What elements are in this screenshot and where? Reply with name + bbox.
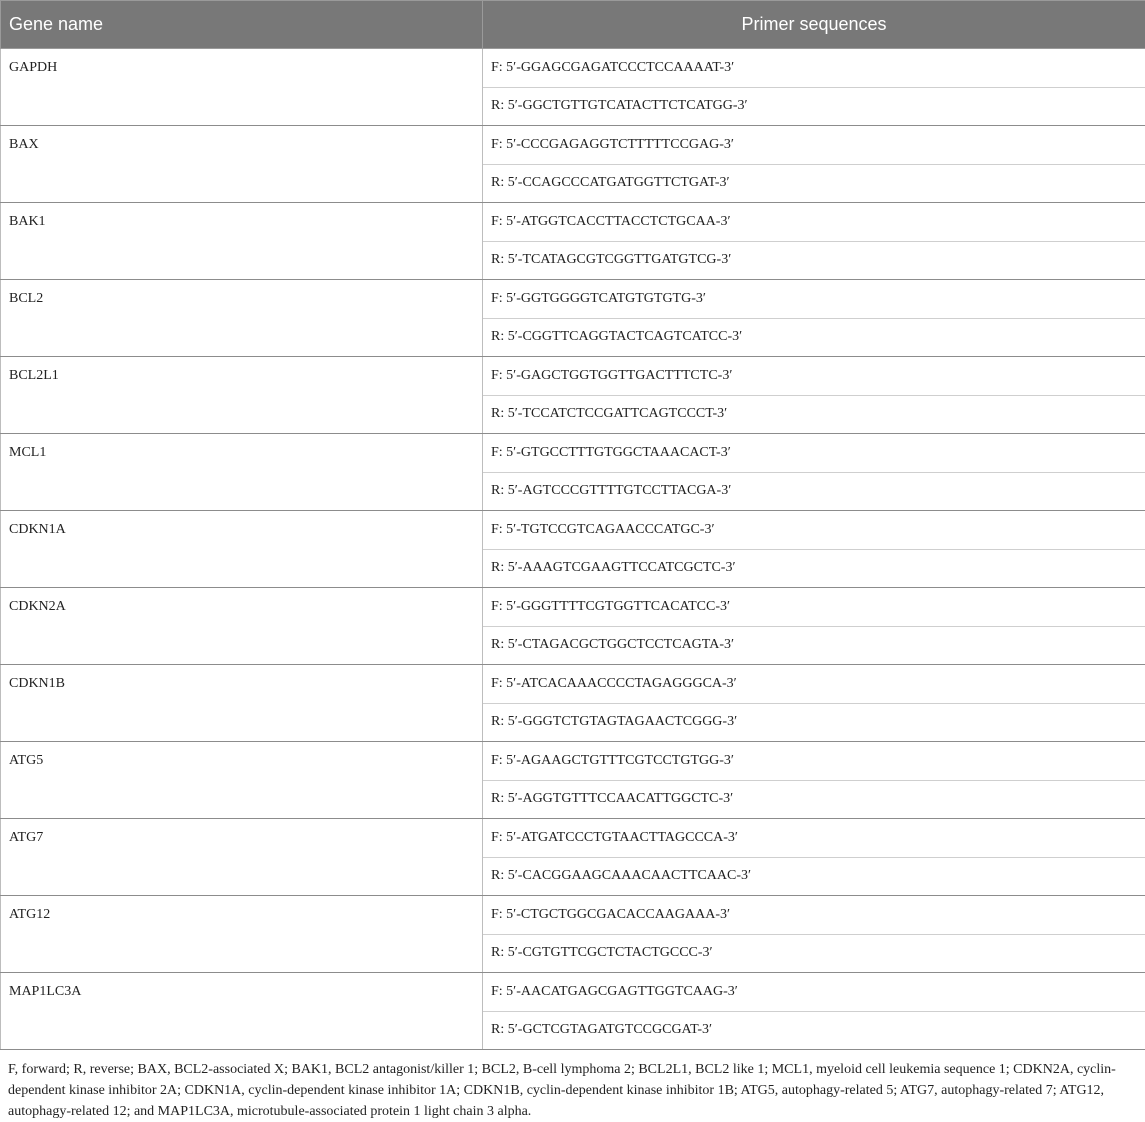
forward-primer-cell: F: 5′-TGTCCGTCAGAACCCATGC-3′ <box>483 511 1145 550</box>
forward-primer-cell: F: 5′-CTGCTGGCGACACCAAGAAA-3′ <box>483 896 1145 935</box>
table-row <box>1 742 1145 781</box>
forward-primer-cell: F: 5′-ATGGTCACCTTACCTCTGCAA-3′ <box>483 203 1145 242</box>
gene-name-cell: BAK1 <box>1 203 483 280</box>
reverse-primer-cell: R: 5′-CGTGTTCGCTCTACTGCCC-3′ <box>483 934 1145 973</box>
reverse-primer-cell: R: 5′-GCTCGTAGATGTCCGCGAT-3′ <box>483 1011 1145 1050</box>
table-footnote: F, forward; R, reverse; BAX, BCL2-associated X; BAK1, BCL2 antagonist/killer 1; BCL2, B-cell lymphoma 2; BCL2L1, BCL2 like 1; MCL1, myeloid cell leukemia sequence 1; CDKN2A, cyclin-dependent kinase inhibitor 2A; CDKN1A, cyclin-dependent kinase inhibitor 1A; CDKN1B, cyclin-dependent kinase inhibitor 1B; ATG5, autophagy-related 5; ATG7, autophagy-related 7; ATG12, autophagy-related 12; and MAP1LC3A, microtubule-associated protein 1 light chain 3 alpha. <box>0 1050 1145 1122</box>
reverse-primer-cell: R: 5′-TCCATCTCCGATTCAGTCCCT-3′ <box>483 395 1145 434</box>
table-row <box>1 588 1145 627</box>
reverse-primer-cell: R: 5′-AGTCCCGTTTTGTCCTTACGA-3′ <box>483 472 1145 511</box>
table-row <box>1 49 1145 88</box>
forward-primer-cell: F: 5′-GGGTTTTCGTGGTTCACATCC-3′ <box>483 588 1145 627</box>
table-row <box>1 203 1145 242</box>
reverse-primer-cell: R: 5′-CTAGACGCTGGCTCCTCAGTA-3′ <box>483 626 1145 665</box>
table-row <box>1 357 1145 396</box>
table-row <box>1 434 1145 473</box>
table-row <box>1 896 1145 935</box>
reverse-primer-cell: R: 5′-CCAGCCCATGATGGTTCTGAT-3′ <box>483 164 1145 203</box>
table-row <box>1 126 1145 165</box>
gene-name-cell: MAP1LC3A <box>1 973 483 1050</box>
gene-name-cell: BAX <box>1 126 483 203</box>
gene-name-cell: CDKN1A <box>1 511 483 588</box>
gene-name-cell: CDKN2A <box>1 588 483 665</box>
forward-primer-cell: F: 5′-CCCGAGAGGTCTTTTTCCGAG-3′ <box>483 126 1145 165</box>
table-body <box>1 49 1145 1050</box>
table-row <box>1 973 1145 1012</box>
forward-primer-cell: F: 5′-ATGATCCCTGTAACTTAGCCCA-3′ <box>483 819 1145 858</box>
reverse-primer-cell: R: 5′-TCATAGCGTCGGTTGATGTCG-3′ <box>483 241 1145 280</box>
forward-primer-cell: F: 5′-AACATGAGCGAGTTGGTCAAG-3′ <box>483 973 1145 1012</box>
gene-name-cell: MCL1 <box>1 434 483 511</box>
table-row <box>1 511 1145 550</box>
gene-name-cell: ATG7 <box>1 819 483 896</box>
gene-name-cell: BCL2 <box>1 280 483 357</box>
forward-primer-cell: F: 5′-GTGCCTTTGTGGCTAAACACT-3′ <box>483 434 1145 473</box>
gene-name-cell: ATG12 <box>1 896 483 973</box>
reverse-primer-cell: R: 5′-GGGTCTGTAGTAGAACTCGGG-3′ <box>483 703 1145 742</box>
forward-primer-cell: F: 5′-GGAGCGAGATCCCTCCAAAAT-3′ <box>483 49 1145 88</box>
reverse-primer-cell: R: 5′-GGCTGTTGTCATACTTCTCATGG-3′ <box>483 87 1145 126</box>
forward-primer-cell: F: 5′-AGAAGCTGTTTCGTCCTGTGG-3′ <box>483 742 1145 781</box>
forward-primer-cell: F: 5′-GGTGGGGTCATGTGTGTG-3′ <box>483 280 1145 319</box>
header-primer-sequences: Primer sequences <box>483 1 1145 49</box>
table-row <box>1 665 1145 704</box>
reverse-primer-cell: R: 5′-CGGTTCAGGTACTCAGTCATCC-3′ <box>483 318 1145 357</box>
forward-primer-cell: F: 5′-ATCACAAACCCCTAGAGGGCA-3′ <box>483 665 1145 704</box>
reverse-primer-cell: R: 5′-AGGTGTTTCCAACATTGGCTC-3′ <box>483 780 1145 819</box>
reverse-primer-cell: R: 5′-AAAGTCGAAGTTCCATCGCTC-3′ <box>483 549 1145 588</box>
table-header <box>1 1 1145 49</box>
header-row <box>1 1 1145 49</box>
table-row <box>1 819 1145 858</box>
gene-name-cell: BCL2L1 <box>1 357 483 434</box>
gene-name-cell: ATG5 <box>1 742 483 819</box>
table-row <box>1 280 1145 319</box>
forward-primer-cell: F: 5′-GAGCTGGTGGTTGACTTTCTC-3′ <box>483 357 1145 396</box>
gene-name-cell: CDKN1B <box>1 665 483 742</box>
header-gene-name: Gene name <box>1 1 483 49</box>
reverse-primer-cell: R: 5′-CACGGAAGCAAACAACTTCAAC-3′ <box>483 857 1145 896</box>
gene-name-cell: GAPDH <box>1 49 483 126</box>
